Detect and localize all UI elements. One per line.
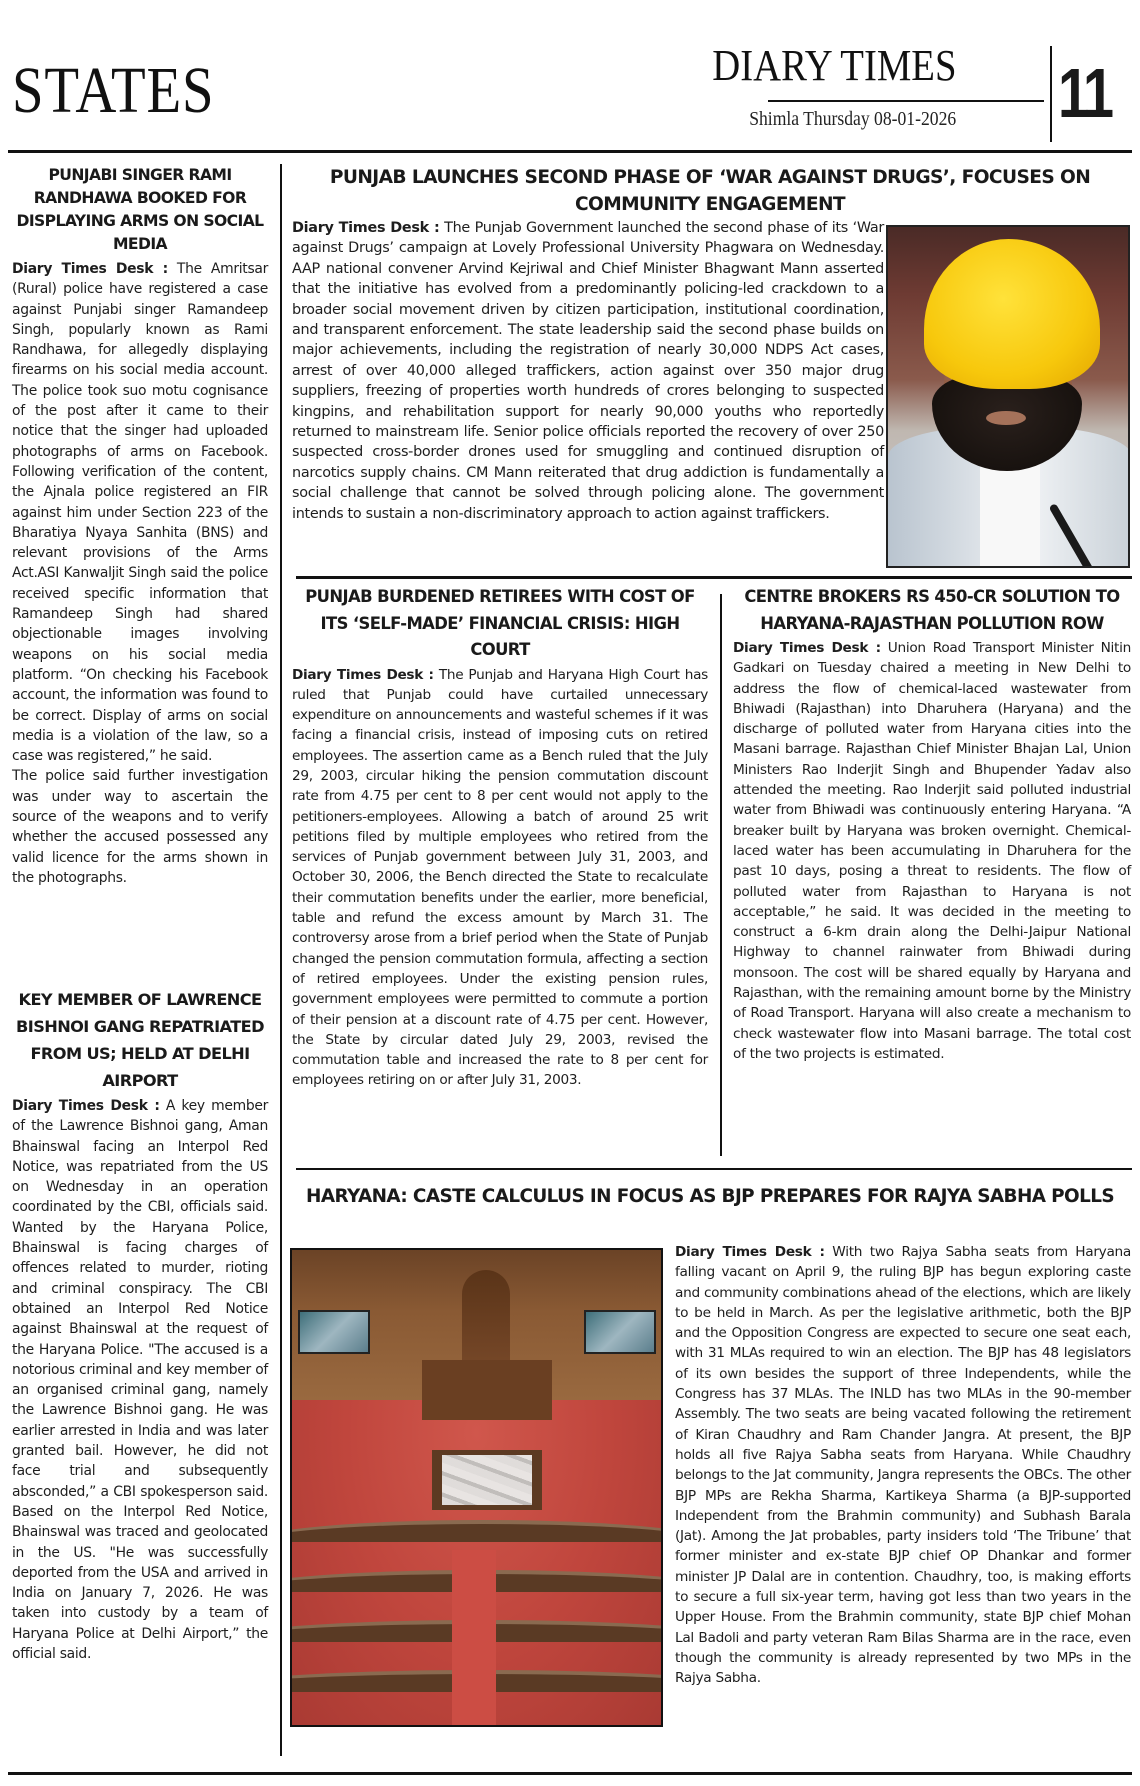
story-pollution-row bbox=[733, 584, 1131, 1064]
story-rajya-sabha-polls bbox=[675, 1242, 1131, 1689]
story-body bbox=[733, 638, 1131, 1064]
story-rajya-headline-block bbox=[290, 1182, 1130, 1212]
masthead-divider bbox=[1050, 46, 1052, 142]
section-title: STATES bbox=[12, 54, 215, 127]
newspaper-name: DIARY TIMES bbox=[711, 41, 956, 90]
photo-dais bbox=[422, 1360, 552, 1420]
top-rule bbox=[8, 150, 1132, 153]
story-rami-randhawa bbox=[12, 164, 268, 888]
story-drugs-headline-block bbox=[290, 164, 1130, 218]
story-body bbox=[292, 218, 884, 524]
headline: PUNJAB BURDENED RETIREES WITH COST OF ITS ‘SELF-MADE’ FINANCIAL CRISIS: HIGH COURT bbox=[305, 587, 695, 659]
story-body bbox=[292, 665, 708, 1091]
dateline: Shimla Thursday 08-01-2026 bbox=[749, 108, 956, 130]
divider-below-drugs bbox=[296, 576, 1132, 579]
byline: Diary Times Desk : bbox=[675, 1244, 825, 1260]
story-bishnoi-gang bbox=[12, 986, 268, 1664]
story-war-against-drugs bbox=[292, 218, 884, 524]
byline: Diary Times Desk : bbox=[733, 640, 881, 656]
story-body bbox=[675, 1242, 1131, 1689]
story-text: The Punjab Government launched the second phase of its ‘War against Drugs’ campaign at Lovely Professional University Phagwara on Wednesday. AAP national convener Arvind Kejriwal and Chief Minister Bhagwant Mann asserted that the initiative has evolved from a predominantly policing-led crackdown to a broader social movement driven by citizen participation, institutional coordination, and transparent enforcement. The state leadership said the second phase builds on major achievements, including the registration of nearly 30,000 NDPS Act cases, arrest of over 40,000 alleged traffickers, action against over 350 major drug suppliers, freezing of properties worth hundreds of crores belonging to suspected kingpins, and rehabilitation support for nearly 90,000 youths who reportedly returned to mainstream life. Senior police officials reported the recovery of over 250 suspected cross-border drones used for smuggling and continued disruption of narcotics supply chains. CM Mann reiterated that drug addiction is fundamentally a social challenge that cannot be solved through policing alone. The government intends to sustain a non-discriminatory approach to action against traffickers. bbox=[292, 220, 884, 522]
page-number: 11 bbox=[1058, 54, 1111, 132]
photo-mouth bbox=[986, 411, 1026, 425]
story-punjab-retirees bbox=[292, 584, 708, 1091]
headline: PUNJAB LAUNCHES SECOND PHASE OF ‘WAR AGAINST DRUGS’, FOCUSES ON COMMUNITY ENGAGEMENT bbox=[329, 167, 1091, 215]
photo-bench bbox=[290, 1520, 663, 1542]
byline: Diary Times Desk : bbox=[12, 261, 168, 277]
photo-turban bbox=[924, 239, 1100, 389]
headline: PUNJABI SINGER RAMI RANDHAWA BOOKED FOR DISPLAYING ARMS ON SOCIAL MEDIA bbox=[16, 166, 264, 253]
photo-screen bbox=[298, 1310, 370, 1354]
masthead-underline bbox=[768, 100, 1044, 102]
byline: Diary Times Desk : bbox=[292, 666, 434, 683]
byline: Diary Times Desk : bbox=[292, 220, 440, 236]
column-divider-middle bbox=[720, 594, 722, 1156]
bottom-rule bbox=[8, 1772, 1132, 1775]
photo-papers bbox=[442, 1455, 532, 1505]
photo-aisle bbox=[452, 1550, 496, 1727]
story-body bbox=[12, 1096, 268, 1664]
story-body bbox=[12, 259, 268, 766]
story-text: The Punjab and Haryana High Court has ruled that Punjab could have curtailed unnecessary expenditure on announcements and wasteful schemes if it was facing a financial crisis, instead of imposing cuts on retired employees. The assertion came as a Bench ruled that the July 29, 2003, circular hiking the pension commutation discount rate from 4.75 per cent to 8 per cent would not apply to the petitioners-employees. Allowing a batch of around 25 writ petitions filed by multiple employees who retired from the services of Punjab government between July 31, 2003, and October 30, 2006, the Bench directed the State to recalculate their commutation benefits under the earlier, more beneficial, table and refund the excess amount by March 31. The controversy arose from a brief period when the State of Punjab changed the pension commutation formula, affecting a section of retired employees. Under the existing pension rules, government employees were permitted to commute a portion of their pension at a discount rate of 4.75 per cent. However, the State by circular dated July 29, 2003, revised the commutation table and increased the rate to 8 per cent for employees retiring on or after July 31, 2003. bbox=[292, 666, 708, 1089]
column-divider-left bbox=[280, 164, 282, 1756]
divider-below-middle-row bbox=[296, 1168, 1132, 1170]
photo-screen bbox=[584, 1310, 656, 1354]
story-text: With two Rajya Sabha seats from Haryana falling vacant on April 9, the ruling BJP has begun exploring caste and community combinations ahead of the elections, which are likely to be held in March. As per the legislative arithmetic, both the BJP and the Opposition Congress are expected to secure one seat each, with 31 MLAs required to win an election. The BJP has 48 legislators of its own besides the support of three Independents, while the Congress has 37 MLAs. The INLD has two MLAs in the 90-member Assembly. The two seats are being vacated following the retirement of Kiran Chaudhry and Ram Chander Jangra. At present, the BJP holds all five Rajya Sabha seats from Haryana. While Chaudhry belongs to the Jat community, Jangra represents the OBCs. The other BJP MPs are Rekha Sharma, Kartikeya Sharma (a BJP-supported Independent from the Brahmin community) and Subhash Barala (Jat). Among the Jat probables, party insiders told ‘The Tribune’ that former minister and ex-state BJP chief OP Dhankar and former minister JP Dalal are in contention. Chaudhry, too, is making efforts to secure a full six-year term, having got less than two years in the Upper House. From the Brahmin community, state BJP chief Mohan Lal Badoli and party veteran Ram Bilas Sharma are in the race, even though the community is already represented by two MPs in the Rajya Sabha. bbox=[675, 1244, 1131, 1687]
headline: HARYANA: CASTE CALCULUS IN FOCUS AS BJP PREPARES FOR RAJYA SABHA POLLS bbox=[306, 1186, 1114, 1207]
byline: Diary Times Desk : bbox=[12, 1098, 160, 1114]
story-text: Union Road Transport Minister Nitin Gadkari on Tuesday chaired a meeting in New Delhi to address the flow of chemical-laced wastewater from Bhiwadi (Rajasthan) into Dharuhera (Haryana) and the discharge of polluted water from Haryana cities into the Masani barrage. Rajasthan Chief Minister Bhajan Lal, Union Ministers Rao Inderjit Singh and Bhupender Yadav also attended the meeting. Rao Inderjit said polluted industrial water from Bhiwadi was continuously entering Haryana. “A breaker built by Haryana was broken overnight. Chemical-laced water has been accumulating in Dharuhera for the past 10 days, posing a threat to residents. The flow of polluted water from Rajasthan to Haryana is not acceptable,” he said. It was decided in the meeting to construct a 6-km drain along the Delhi-Jaipur National Highway to channel rainwater from Bhiwadi during monsoon. The cost will be shared equally by Haryana and Rajasthan, with the remaining amount borne by the Ministry of Road Transport. Haryana will also create a mechanism to check wastewater flow into Masani barrage. The total cost of the two projects is estimated. bbox=[733, 640, 1132, 1062]
story-text: A key member of the Lawrence Bishnoi gang, Aman Bhainswal facing an Interpol Red Notice, was repatriated from the US on Wednesday in an operation coordinated by the CBI, officials said. Wanted by the Haryana Police, Bhainswal is facing charges of offences related to murder, rioting and criminal conspiracy. The CBI obtained an Interpol Red Notice against Bhainswal at the request of the Haryana Police. "The accused is a notorious criminal and key member of an organised criminal gang, namely the Lawrence Bishnoi gang. He was earlier arrested in India and was later granted bail. However, he did not face trial and subsequently absconded,” a CBI spokesperson said. Based on the Interpol Red Notice, Bhainswal was traced and geolocated in the US. "He was successfully deported from the USA and arrived in India on January 7, 2026. He was taken into custody by a team of Haryana Police at Delhi Airport,” the official said. bbox=[12, 1098, 268, 1663]
photo-rajya-sabha-chamber bbox=[290, 1248, 663, 1727]
headline: KEY MEMBER OF LAWRENCE BISHNOI GANG REPATRIATED FROM US; HELD AT DELHI AIRPORT bbox=[16, 990, 264, 1090]
photo-bhagwant-mann bbox=[886, 225, 1130, 568]
story-text: The Amritsar (Rural) police have registered a case against Punjabi singer Ramandeep Singh, popularly known as Rami Randhawa, for allegedly displaying firearms on his social media account. The police took suo motu cognisance of the post after it came to their notice that the singer had uploaded photographs of arms on Facebook. Following verification of the content, the Ajnala police registered an FIR against him under Section 223 of the Bharatiya Nyaya Sanhita (BNS) and relevant provisions of the Arms Act.ASI Kanwaljit Singh said the police received specific information that Ramandeep Singh had shared objectionable images involving weapons on his social media platform. “On checking his Facebook account, the information was found to be correct. Display of arms on social media is a violation of the law, so a case was registered,” he said. bbox=[12, 261, 269, 765]
headline: CENTRE BROKERS RS 450-CR SOLUTION TO HARYANA-RAJASTHAN POLLUTION ROW bbox=[744, 587, 1120, 633]
story-body-continued: The police said further investigation was under way to ascertain the source of the weapons and to verify whether the accused possessed any valid licence for the arms shown in the photographs. bbox=[12, 768, 268, 886]
